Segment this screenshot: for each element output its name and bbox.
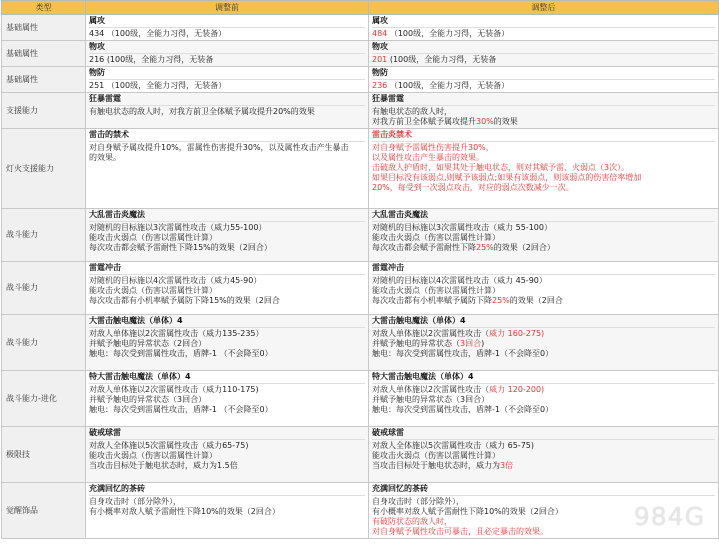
text-segment: 并赋予触电的异常状态（ [372, 339, 460, 348]
after-cell [369, 67, 719, 93]
table-row [2, 67, 719, 93]
cell-line [372, 153, 715, 163]
cell-title: 物攻 [372, 42, 388, 51]
changed-value: 以及属性攻击产生暴击的效果。 [372, 153, 484, 162]
row-type: 战斗能力 [2, 209, 86, 262]
row-type: 战斗能力 [2, 262, 86, 315]
table-row [2, 41, 719, 67]
cell-title: 大乱雷击炎魔法 [372, 210, 428, 219]
changed-value: 25% [476, 243, 494, 252]
text-segment: (100级，全能力习得，无装备 [387, 55, 497, 64]
row-type: 战斗能力-进化 [2, 371, 86, 427]
text-segment: 的效果（2回合） [493, 243, 555, 252]
cell-line: 并赋予触电的异常状态（3回合） [89, 395, 207, 404]
cell-line: 有触电状态的敌人时， [372, 107, 452, 116]
cell-line [372, 339, 715, 349]
table-row [2, 315, 719, 371]
cell-line [372, 329, 715, 339]
before-cell [86, 41, 369, 67]
cell-title: 充满回忆的茶砖 [372, 484, 428, 493]
cell-line [372, 117, 715, 127]
cell-line: 能攻击火弱点（伤害以雷属性计算） [89, 233, 217, 242]
changed-value: 3回合 [460, 339, 482, 348]
cell-title: 雷击炎禁术 [372, 130, 412, 139]
cell-line: 当攻击目标处于触电状态时，威力为1.5倍 [89, 461, 238, 470]
cell-line: 对随机的目标施以4次雷属性攻击（威力 45-90） [372, 276, 547, 285]
cell-line: 触电：每次受到雷属性攻击，盾牌-1 （不会降至0） [89, 405, 273, 414]
cell-title: 雷霆冲击 [89, 263, 121, 272]
table-row [2, 262, 719, 315]
cell-divider [372, 53, 715, 54]
before-cell [86, 129, 369, 209]
cell-line: 对自身赋予属攻提升10%，雷属性伤害提升30%，以及属性攻击产生暴击 [89, 143, 349, 152]
cell-divider [89, 27, 365, 28]
cell-line [372, 183, 715, 193]
changed-value: 201 [372, 55, 388, 64]
changed-value: 3倍 [500, 461, 514, 470]
cell-line: 对敌人单体施以2次雷属性攻击（威力135-235） [89, 329, 264, 338]
cell-line: 对敌人单体施以2次雷属性攻击（威力110-175) [89, 385, 259, 394]
before-cell [86, 15, 369, 41]
cell-line: 对随机的目标施以4次雷属性攻击（威力45-90） [89, 276, 262, 285]
cell-title: 属攻 [89, 16, 105, 25]
before-cell [86, 483, 369, 539]
cell-line: 有小概率对敌人赋予雷耐性下降10%的效果（2回合） [372, 507, 563, 516]
cell-line: 并赋予触电的异常状态（3回合） [372, 395, 490, 404]
cell-divider [89, 274, 365, 275]
after-cell [369, 41, 719, 67]
cell-divider [372, 439, 715, 440]
text-segment: 对敌人单体施以2次雷属性攻击（ [372, 329, 490, 338]
cell-divider [89, 327, 365, 328]
text-segment: 每次攻击都有小机率赋予属防下降 [372, 296, 492, 305]
cell-title: 物攻 [89, 42, 105, 51]
row-type: 极限技 [2, 427, 86, 483]
changed-value: 击破敌人护盾时，如果其处于触电状态，则对其赋予雷、火弱点（3次）。 [372, 163, 630, 172]
cell-title: 狂暴雷霆 [372, 94, 404, 103]
cell-line [372, 243, 715, 253]
cell-line [372, 173, 715, 183]
cell-divider [89, 53, 365, 54]
header-type: 类型 [2, 1, 86, 15]
after-cell [369, 371, 719, 427]
text-segment: （100级，全能力习得，无装备） [387, 29, 510, 38]
cell-divider [89, 105, 365, 106]
table-row [2, 427, 719, 483]
cell-line [372, 385, 715, 395]
after-cell [369, 15, 719, 41]
cell-line: 能攻击火弱点（伤害以雷属性计算） [372, 451, 500, 460]
after-cell [369, 262, 719, 315]
text-segment: 对我方前卫全体赋予属攻提升 [372, 117, 476, 126]
row-type: 基础属性 [2, 41, 86, 67]
cell-divider [89, 221, 365, 222]
cell-line [372, 461, 715, 471]
cell-line: 434 （100级，全能力习得，无装备） [89, 29, 227, 38]
text-segment: 的效果（2回合 [509, 296, 563, 305]
table-header [2, 1, 719, 15]
changed-value: 对自身赋予属性攻击可暴击，且必定暴击的效果。 [372, 527, 548, 536]
cell-line: 自身攻击时（部分除外）， [372, 497, 464, 506]
cell-line: 对随机的目标施以3次雷属性攻击（威力 55-100） [372, 223, 552, 232]
cell-divider [372, 495, 715, 496]
table-row [2, 209, 719, 262]
header-after: 调整后 [369, 1, 719, 15]
after-cell [369, 315, 719, 371]
changed-value: 如果目标没有该弱点,则赋予该弱点;如果有该弱点，则该弱点的伤害倍率增加 [372, 173, 642, 182]
cell-title: 物防 [372, 68, 388, 77]
before-cell [86, 67, 369, 93]
cell-line: 能攻击火弱点（伤害以雷属性计算） [372, 233, 500, 242]
row-type: 灯火支援能力 [2, 129, 86, 209]
row-type: 觉醒饰品 [2, 483, 86, 539]
cell-line: 有小概率对敌人赋予雷耐性下降10%的效果（2回合） [89, 507, 280, 516]
changed-value: 对自身赋予雷属性伤害提升30%， [372, 143, 494, 152]
row-type: 基础属性 [2, 15, 86, 41]
after-cell [369, 427, 719, 483]
row-type: 基础属性 [2, 67, 86, 93]
changed-value: 484 [372, 29, 388, 38]
cell-title: 破戒球雷 [372, 428, 404, 437]
changed-value: 20%，每受到一次弱点攻击，对应的弱点次数减少一次。 [372, 183, 574, 192]
cell-line: 自身攻击时（部分除外）， [89, 497, 181, 506]
cell-line: 每次攻击都会赋予雷耐性下降15%的效果（2回合） [89, 243, 272, 252]
changed-value: 25% [492, 296, 510, 305]
after-cell [369, 129, 719, 209]
cell-line: 能攻击火弱点（伤害以雷属性计算） [372, 286, 500, 295]
text-segment: 每次攻击都会赋予雷耐性下降 [372, 243, 476, 252]
cell-line: 每次攻击都有小机率赋予属防下降15%的效果（2回合 [89, 296, 280, 305]
cell-line [372, 55, 715, 65]
row-type: 支援能力 [2, 93, 86, 129]
cell-line: 的效果。 [89, 153, 121, 162]
cell-title: 破戒球雷 [89, 428, 121, 437]
changed-value: 236 [372, 81, 388, 90]
cell-line: 触电：每次受到雷属性攻击，盾牌-1 （不会降至0） [89, 349, 273, 358]
cell-title: 大雷击触电魔法（单体）4 [89, 316, 183, 325]
cell-line [372, 163, 715, 173]
cell-divider [372, 221, 715, 222]
before-cell [86, 315, 369, 371]
table-row [2, 371, 719, 427]
before-cell [86, 209, 369, 262]
table-row [2, 15, 719, 41]
cell-title: 狂暴雷霆 [89, 94, 121, 103]
text-segment: ) [481, 339, 485, 348]
header-before: 调整前 [86, 1, 369, 15]
text-segment: （100级，全能力习得，无装备） [387, 81, 510, 90]
cell-line: 对敌人全体施以5次雷属性攻击（威力 65-75) [372, 441, 534, 450]
cell-title: 特大雷击触电魔法（单体）4 [372, 372, 474, 381]
cell-line: 触电：每次受到雷属性攻击，盾牌-1（不会降至0） [372, 349, 554, 358]
text-segment: 对敌人单体施以2次雷属性攻击（ [372, 385, 490, 394]
cell-divider [372, 383, 715, 384]
cell-title: 大乱雷击炎魔法 [89, 210, 145, 219]
table-row [2, 93, 719, 129]
cell-line: 并赋予触电的异常状态（2回合） [89, 339, 207, 348]
site-watermark: 984G [633, 502, 705, 531]
cell-title: 特大雷击触电魔法（单体）4 [89, 372, 191, 381]
cell-title: 雷击的禁术 [89, 130, 129, 139]
cell-divider [372, 274, 715, 275]
changed-value: 威力 160-275) [489, 329, 545, 338]
cell-title: 雷霆冲击 [372, 263, 404, 272]
cell-divider [372, 27, 715, 28]
cell-divider [89, 79, 365, 80]
text-segment: 当攻击目标处于触电状态时，威力为 [372, 461, 500, 470]
cell-line: 216 (100级，全能力习得，无装备 [89, 55, 214, 64]
cell-line: 对随机的目标施以3次雷属性攻击（威力55-100） [89, 223, 267, 232]
changed-value: 有破防状态的敌人时， [372, 517, 452, 526]
comparison-table [1, 0, 719, 539]
before-cell [86, 93, 369, 129]
table-row [2, 129, 719, 209]
cell-divider [89, 383, 365, 384]
cell-divider [89, 439, 365, 440]
cell-divider [372, 79, 715, 80]
table-row [2, 483, 719, 539]
after-cell [369, 209, 719, 262]
after-cell [369, 93, 719, 129]
cell-line: 能攻击火弱点（伤害以雷属性计算） [89, 286, 217, 295]
cell-line: 能攻击火弱点（伤害以雷属性计算） [89, 451, 217, 460]
cell-divider [372, 105, 715, 106]
cell-divider [89, 141, 365, 142]
cell-line: 触电：每次受到雷属性攻击，盾牌-1（不会降至0） [372, 405, 554, 414]
cell-divider [372, 327, 715, 328]
cell-line [372, 296, 715, 306]
cell-title: 物防 [89, 68, 105, 77]
cell-line: 对敌人全体施以5次雷属性攻击（威力65-75) [89, 441, 249, 450]
before-cell [86, 262, 369, 315]
changed-value: 30% [476, 117, 494, 126]
cell-line [372, 29, 715, 39]
cell-line: 有触电状态的敌人时，对我方前卫全体赋予属攻提升20%的效果 [89, 107, 315, 116]
cell-line [372, 81, 715, 91]
text-segment: 的效果 [493, 117, 518, 126]
cell-title: 属攻 [372, 16, 388, 25]
before-cell [86, 427, 369, 483]
cell-title: 充满回忆的茶砖 [89, 484, 145, 493]
cell-divider [372, 141, 715, 142]
changed-value: 威力 120-200) [489, 385, 545, 394]
row-type: 战斗能力 [2, 315, 86, 371]
before-cell [86, 371, 369, 427]
cell-line: 251 （100级，全能力习得，无装备） [89, 81, 227, 90]
cell-line [372, 143, 715, 153]
cell-title: 大雷击触电魔法（单体）4 [372, 316, 466, 325]
cell-divider [89, 495, 365, 496]
